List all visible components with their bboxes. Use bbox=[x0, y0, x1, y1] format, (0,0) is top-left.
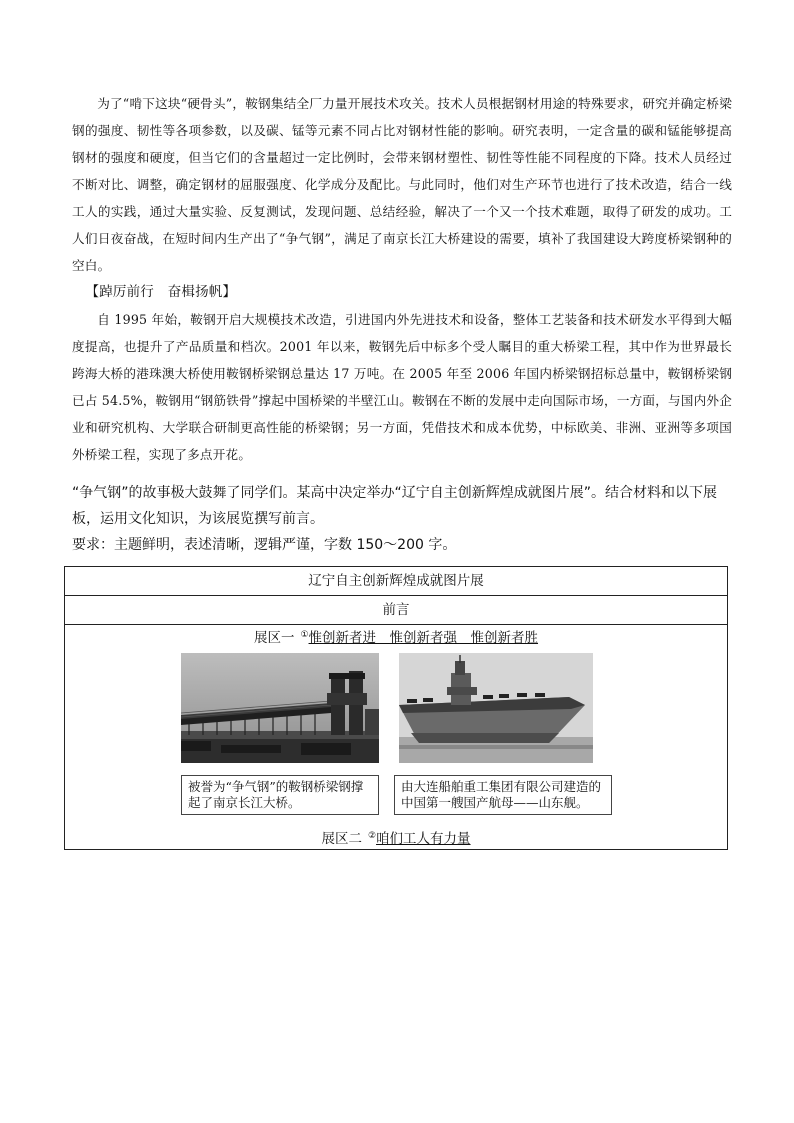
passage-paragraph-2: 自 1995 年始，鞍钢开启大规模技术改造，引进国内外先进技术和设备，整体工艺装备和技术研发水平得到大幅度提高，也提升了产品质量和档次。2001 年以来，鞍钢先后中标多个受人瞩目的重大桥梁工程，其中作为世界最长跨海大桥的港珠澳大桥使用鞍钢桥梁钢总量达 17 万吨。在 2005 年至 2006 年国内桥梁钢招标总量中，鞍钢桥梁钢已占 54.5%，鞍钢用“钢筋铁骨”撑起中国桥梁的半壁江山。鞍钢在不断的发展中走向国际市场，一方面，与国内外企业和研究机构、大学联合研制更高性能的桥梁钢；另一方面，凭借技术和成本优势，中标欧美、非洲、亚洲等多项国外桥梁工程，实现了多点开花。 bbox=[72, 312, 732, 462]
zone-one-theme: 惟创新者进 惟创新者强 惟创新者胜 bbox=[308, 630, 539, 646]
task-requirements: 要求：主题鲜明，表述清晰，逻辑严谨，字数 150～200 字。 bbox=[72, 537, 457, 553]
zone-two-label: 展区二 bbox=[321, 831, 362, 847]
bridge-caption: 被誉为“争气钢”的鞍钢桥梁钢撑起了南京长江大桥。 bbox=[181, 775, 379, 815]
exhibition-board bbox=[64, 566, 728, 850]
task-prompt bbox=[72, 480, 732, 558]
zone-one-label: 展区一 bbox=[253, 630, 295, 646]
aircraft-carrier-illustration bbox=[399, 653, 593, 763]
carrier-caption: 由大连船舶重工集团有限公司建造的中国第一艘国产航母——山东舰。 bbox=[394, 775, 612, 815]
task-description: “争气钢”的故事极大鼓舞了同学们。某高中决定举办“辽宁自主创新辉煌成就图片展”。结合材料和以下展板，运用文化知识，为该展览撰写前言。 bbox=[72, 485, 718, 527]
board-preface: 前言 bbox=[65, 596, 727, 625]
bridge-illustration bbox=[181, 653, 379, 763]
zone-one-number: ① bbox=[300, 630, 309, 640]
zone-one-heading bbox=[65, 625, 727, 649]
zone-two-number: ② bbox=[367, 831, 377, 841]
aircraft-carrier-photo bbox=[399, 653, 593, 763]
reading-passage bbox=[72, 90, 732, 468]
passage-paragraph-1: 为了“啃下这块“硬骨头”，鞍钢集结全厂力量开展技术攻关。技术人员根据钢材用途的特殊要求，研究并确定桥梁钢的强度、韧性等各项参数，以及碳、锰等元素不同占比对钢材性能的影响。研究表明，一定含量的碳和锰能够提高钢材的强度和硬度，但当它们的含量超过一定比例时，会带来钢材塑性、韧性等性能不同程度的下降。技术人员经过不断对比、调整，确定钢材的屈服强度、化学成分及配比。与此同时，他们对生产环节也进行了技术改造，结合一线工人的实践，通过大量实验、反复测试，发现问题、总结经验，解决了一个又一个技术难题，取得了研发的成功。工人们日夜奋战，在短时间内生产出了“争气钢”，满足了南京长江大桥建设的需要，填补了我国建设大跨度桥梁钢种的空白。 bbox=[72, 96, 732, 273]
zone-two-heading bbox=[65, 827, 727, 855]
section-heading: 【踔厉前行 奋楫扬帆】 bbox=[85, 284, 237, 300]
board-title: 辽宁自主创新辉煌成就图片展 bbox=[65, 567, 727, 596]
bridge-photo bbox=[181, 653, 379, 763]
zone-one-photos bbox=[65, 649, 727, 827]
zone-two-theme: 咱们工人有力量 bbox=[376, 831, 471, 847]
